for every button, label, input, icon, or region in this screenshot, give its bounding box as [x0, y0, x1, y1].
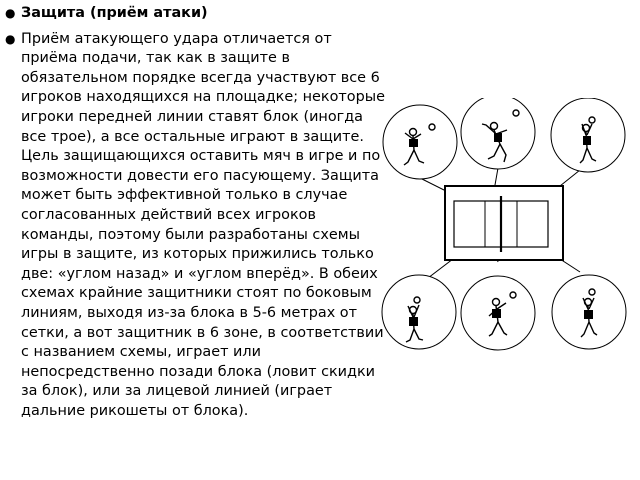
volleyball-court [445, 186, 563, 260]
bullet-item-title [2, 4, 387, 24]
player-circle-1 [383, 105, 457, 179]
text-block [2, 0, 387, 421]
section-paragraph: Приём атакующего удара отличается от приёма подачи, так как в защите в обязательном порядке всегда участвуют все 6 игроков находящихся на площадке; некоторые игроки передней линии ставят блок (иногда все трое), а все остальные играют в защите. Цель защищающихся оставить мяч в игре и по возможности довести его пасующему. Защита может быть эффективной только в случае согласованных действий всех игроков команды, поэтому были разработаны схемы игры в защите, из которых прижились только две: «углом назад» и «углом вперёд». В обеих схемах крайние защитники стоят по боковым линиям, выходя из-за блока в 5-6 метрах от сетки, а вот защитник в 6 зоне, в соответствии с названием схемы, играет или непосредственно позади блока (ловит скидки за блок), или за лицевой линией (играет дальние рикошеты от блока). [21, 30, 385, 419]
defense-scheme-figure [370, 98, 640, 480]
section-title: Защита (приём атаки) [21, 5, 208, 21]
bullet-item-paragraph [2, 30, 387, 422]
bullet-icon: ● [5, 6, 16, 20]
bullet-icon: ● [5, 31, 16, 46]
player-circle-3 [551, 98, 625, 172]
defense-scheme-diagram [370, 98, 640, 480]
